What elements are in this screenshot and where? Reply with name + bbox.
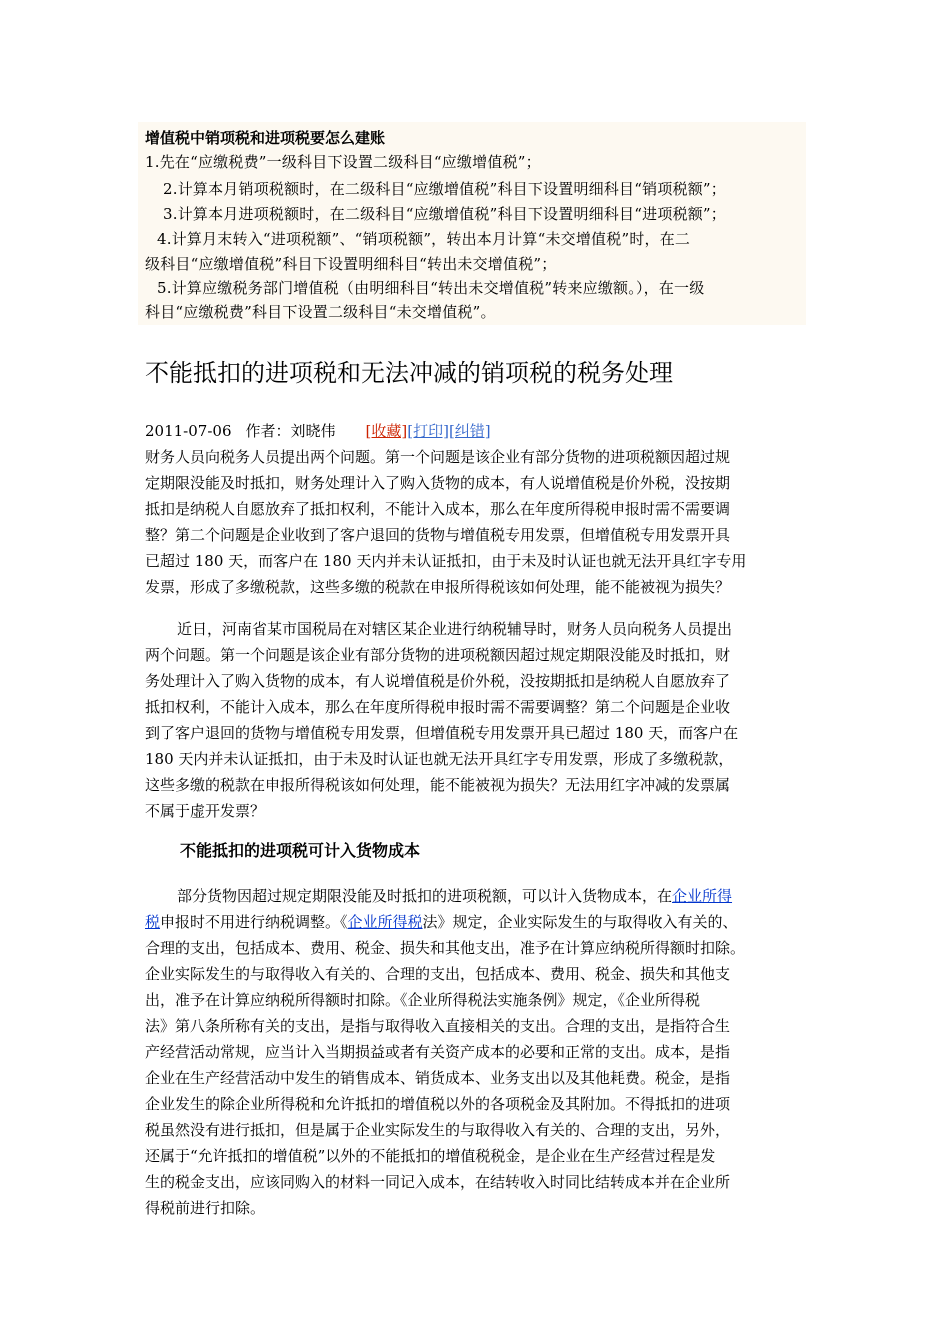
paragraph-line: 整？第二个问题是企业收到了客户退回的货物与增值税专用发票，但增值税专用发票开具 bbox=[145, 526, 731, 544]
paragraph-text: 申报时不用进行纳税调整。《 bbox=[160, 913, 348, 931]
paragraph-line: 还属于“允许抵扣的增值税”以外的不能抵扣的增值税税金，是企业在生产经营过程是发 bbox=[145, 1147, 716, 1165]
paragraph-line: 合理的支出，包括成本、费用、税金、损失和其他支出，准予在计算应纳税所得额时扣除。 bbox=[145, 939, 746, 957]
intro-line-6: 5.计算应缴税务部门增值税（由明细科目“转出未交增值税”转来应缴额。），在一级 bbox=[157, 279, 705, 297]
paragraph-line: 生的税金支出，应该同购入的材料一同记入成本，在结转收入时同比结转成本并在企业所 bbox=[145, 1173, 731, 1191]
paragraph-line bbox=[145, 883, 810, 909]
paragraph-3 bbox=[145, 883, 810, 1221]
paragraph-line: 这些多缴的税款在申报所得税该如何处理，能不能被视为损失？无法用红字冲减的发票属 bbox=[145, 776, 731, 794]
article-author: 作者：刘晓伟 bbox=[245, 422, 336, 440]
paragraph-line: 得税前进行扣除。 bbox=[145, 1199, 266, 1217]
paragraph-line: 发票，形成了多缴税款，这些多缴的税款在申报所得税该如何处理，能不能被视为损失？ bbox=[145, 578, 731, 596]
paragraph-line: 财务人员向税务人员提出两个问题。第一个问题是该企业有部分货物的进项税额因超过规 bbox=[145, 448, 731, 466]
paragraph-line: 法》第八条所称有关的支出，是指与取得收入直接相关的支出。合理的支出，是指符合生 bbox=[145, 1017, 731, 1035]
paragraph-line bbox=[145, 909, 810, 935]
intro-line-3: 3.计算本月进项税额时，在二级科目“应缴增值税”科目下设置明细科目“进项税额”； bbox=[163, 205, 726, 223]
corporate-income-tax-link[interactable]: 税 bbox=[145, 913, 161, 931]
article-title: 不能抵扣的进项税和无法冲减的销项税的税务处理 bbox=[145, 359, 673, 387]
paragraph-line: 抵扣权利，不能计入成本，那么在年度所得税申报时需不需要调整？第二个问题是企业收 bbox=[145, 698, 731, 716]
paragraph-line: 产经营活动常规，应当计入当期损益或者有关资产成本的必要和正常的支出。成本，是指 bbox=[145, 1043, 731, 1061]
corporate-income-tax-law-link[interactable]: 企业所得税 bbox=[347, 913, 423, 931]
paragraph-line: 到了客户退回的货物与增值税专用发票，但增值税专用发票开具已超过 180 天，而客户在 bbox=[145, 724, 739, 742]
paragraph-line: 定期限没能及时抵扣，财务处理计入了购入货物的成本，有人说增值税是价外税，没按期 bbox=[145, 474, 731, 492]
paragraph-text: 部分货物因超过规定期限没能及时抵扣的进项税额，可以计入货物成本，在 bbox=[177, 887, 673, 905]
paragraph-text: 法》规定，企业实际发生的与取得收入有关的、 bbox=[422, 913, 738, 931]
paragraph-line: 企业发生的除企业所得税和允许抵扣的增值税以外的各项税金及其附加。不得抵扣的进项 bbox=[145, 1095, 731, 1113]
paragraph-line: 近日，河南省某市国税局在对辖区某企业进行纳税辅导时，财务人员向税务人员提出 bbox=[177, 620, 733, 638]
article-meta bbox=[145, 419, 491, 443]
paragraph-line: 两个问题。第一个问题是该企业有部分货物的进项税额因超过规定期限没能及时抵扣，财 bbox=[145, 646, 731, 664]
intro-line-1: 1.先在“应缴税费”一级科目下设置二级科目“应缴增值税”； bbox=[145, 153, 541, 171]
article-date: 2011-07-06 bbox=[145, 422, 232, 440]
paragraph-line: 不属于虚开发票？ bbox=[145, 802, 266, 820]
intro-line-2: 2.计算本月销项税额时，在二级科目“应缴增值税”科目下设置明细科目“销项税额”； bbox=[163, 180, 726, 198]
paragraph-line: 抵扣是纳税人自愿放弃了抵扣权利，不能计入成本，那么在年度所得税申报时需不需要调 bbox=[145, 500, 731, 518]
paragraph-line: 企业在生产经营活动中发生的销售成本、销货成本、业务支出以及其他耗费。税金，是指 bbox=[145, 1069, 731, 1087]
report-error-link[interactable]: [纠错] bbox=[448, 422, 491, 440]
print-link[interactable]: [打印] bbox=[407, 422, 449, 440]
paragraph-line: 务处理计入了购入货物的成本，有人说增值税是价外税，没按期抵扣是纳税人自愿放弃了 bbox=[145, 672, 731, 690]
paragraph-line: 已超过 180 天，而客户在 180 天内并未认证抵扣，由于未及时认证也就无法开具红字专用 bbox=[145, 552, 747, 570]
paragraph-line: 出，准予在计算应纳税所得额时扣除。《企业所得税法实施条例》规定，《企业所得税 bbox=[145, 991, 701, 1009]
intro-line-5: 级科目“应缴增值税”科目下设置明细科目“转出未交增值税”； bbox=[145, 255, 557, 273]
corporate-income-tax-link[interactable]: 企业所得 bbox=[672, 887, 733, 905]
section-title: 不能抵扣的进项税可计入货物成本 bbox=[180, 841, 421, 860]
intro-line-4: 4.计算月末转入“进项税额”、“销项税额”，转出本月计算“未交增值税”时，在二 bbox=[157, 230, 691, 248]
paragraph-2 bbox=[145, 616, 810, 824]
intro-line-7: 科目“应缴税费”科目下设置二级科目“未交增值税”。 bbox=[145, 303, 496, 321]
paragraph-line: 税虽然没有进行抵扣，但是属于企业实际发生的与取得收入有关的、合理的支出，另外， bbox=[145, 1121, 731, 1139]
intro-title: 增值税中销项税和进项税要怎么建账 bbox=[145, 129, 386, 147]
paragraph-line: 企业实际发生的与取得收入有关的、合理的支出，包括成本、费用、税金、损失和其他支 bbox=[145, 965, 731, 983]
favorite-link[interactable]: [收藏] bbox=[365, 422, 408, 440]
paragraph-1 bbox=[145, 444, 810, 600]
paragraph-line: 180 天内并未认证抵扣，由于未及时认证也就无法开具红字专用发票，形成了多缴税款， bbox=[145, 750, 734, 768]
